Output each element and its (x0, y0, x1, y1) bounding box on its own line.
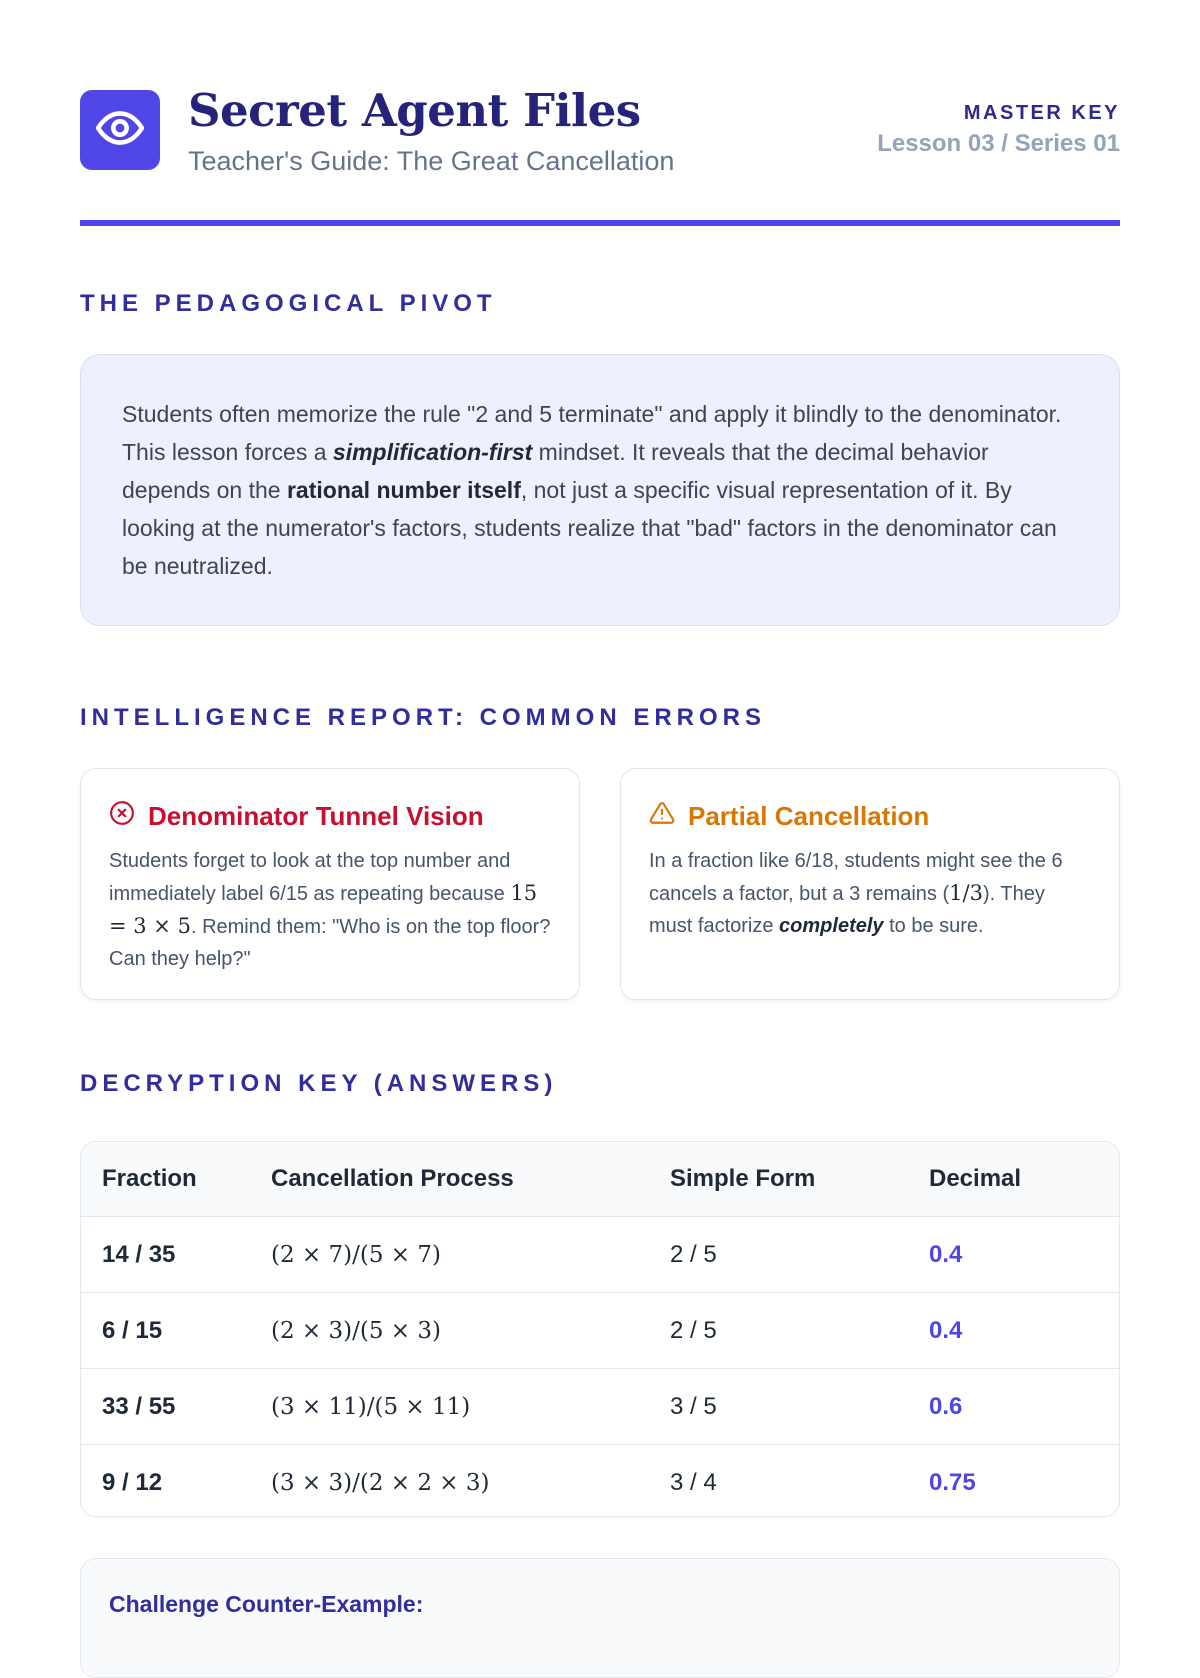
cell-fraction: 33 / 55 (102, 1392, 176, 1420)
answers-table (80, 1141, 1120, 1517)
error-card-math: 15 = 3 × 5 (109, 881, 538, 938)
error-card-title: Denominator Tunnel Vision (148, 800, 484, 831)
cell-process: (3 × 3)/(2 × 2 × 3) (271, 1469, 490, 1496)
error-card-math: 1/3 (949, 881, 983, 905)
cell-simple: 2 / 5 (670, 1240, 717, 1268)
column-header-fraction: Fraction (102, 1165, 197, 1192)
cell-simple: 3 / 5 (670, 1392, 717, 1420)
error-card-text-1: Students forget to look at the top number and immediately label 6/15 as repeating because (109, 850, 511, 905)
lesson-label: Lesson 03 / Series 01 (877, 130, 1120, 157)
cell-fraction: 9 / 12 (102, 1468, 163, 1496)
error-card-text (109, 845, 553, 975)
pivot-box (80, 354, 1120, 626)
answers-heading: DECRYPTION KEY (ANSWERS) (80, 1070, 558, 1097)
cell-decimal: 0.4 (929, 1316, 963, 1344)
pivot-text-1: Students often memorize the rule "2 and 5 terminate" and apply it blindly to the denominator. This lesson forces a (122, 401, 1062, 465)
column-header-simple: Simple Form (670, 1165, 816, 1192)
pivot-heading: THE PEDAGOGICAL PIVOT (80, 290, 497, 317)
error-card-emphasis: completely (779, 915, 884, 937)
x-circle-icon (109, 800, 135, 833)
column-header-decimal: Decimal (929, 1165, 1022, 1192)
cell-process: (3 × 11)/(5 × 11) (271, 1393, 471, 1420)
cell-simple: 2 / 5 (670, 1316, 717, 1344)
table-row (81, 1444, 1119, 1517)
warning-triangle-icon (649, 800, 675, 833)
error-card-text-1: In a fraction like 6/18, students might see the 6 cancels a factor, but a 3 remains ( (649, 850, 1063, 905)
error-card-text-2: ). They must factorize (649, 883, 1045, 937)
header-divider (80, 220, 1120, 226)
pivot-text-2: mindset. It reveals that the decimal behavior depends on the (122, 439, 989, 503)
error-card-text-2: . Remind them: "Who is on the top floor? Can they help?" (109, 916, 551, 970)
pivot-bold: rational number itself (286, 477, 521, 503)
error-card-title: Partial Cancellation (688, 800, 930, 831)
eye-icon (95, 103, 145, 158)
cell-process: (2 × 7)/(5 × 7) (271, 1241, 441, 1268)
logo (80, 90, 160, 170)
error-card-tunnel-vision (80, 768, 580, 1000)
pivot-emphasis: simplification-first (332, 439, 533, 465)
cell-decimal: 0.6 (929, 1392, 963, 1420)
page-subtitle: Teacher's Guide: The Great Cancellation (188, 146, 675, 176)
challenge-title: Challenge Counter-Example: (109, 1591, 424, 1617)
error-card-text (649, 845, 1093, 942)
page-title: Secret Agent Files (188, 84, 641, 137)
master-key-label: MASTER KEY (963, 102, 1120, 124)
cell-fraction: 14 / 35 (102, 1240, 176, 1268)
pivot-text-3: , not just a specific visual representation of it. By looking at the numerator's factors, students realize that "bad" factors in the denominator can be neutralized. (122, 477, 1057, 579)
table-header-row (81, 1142, 1119, 1217)
table-row (81, 1368, 1119, 1444)
cell-decimal: 0.75 (929, 1468, 976, 1496)
column-header-process: Cancellation Process (271, 1165, 514, 1192)
cell-simple: 3 / 4 (670, 1468, 717, 1496)
cell-decimal: 0.4 (929, 1240, 963, 1268)
table-row (81, 1292, 1119, 1368)
challenge-card (80, 1558, 1120, 1678)
errors-heading: INTELLIGENCE REPORT: COMMON ERRORS (80, 704, 767, 731)
error-card-partial-cancellation (620, 768, 1120, 1000)
error-card-text-3: to be sure. (883, 915, 984, 937)
table-row (81, 1217, 1119, 1292)
cell-process: (2 × 3)/(5 × 3) (271, 1317, 441, 1344)
header (80, 84, 1120, 180)
cell-fraction: 6 / 15 (102, 1316, 163, 1344)
